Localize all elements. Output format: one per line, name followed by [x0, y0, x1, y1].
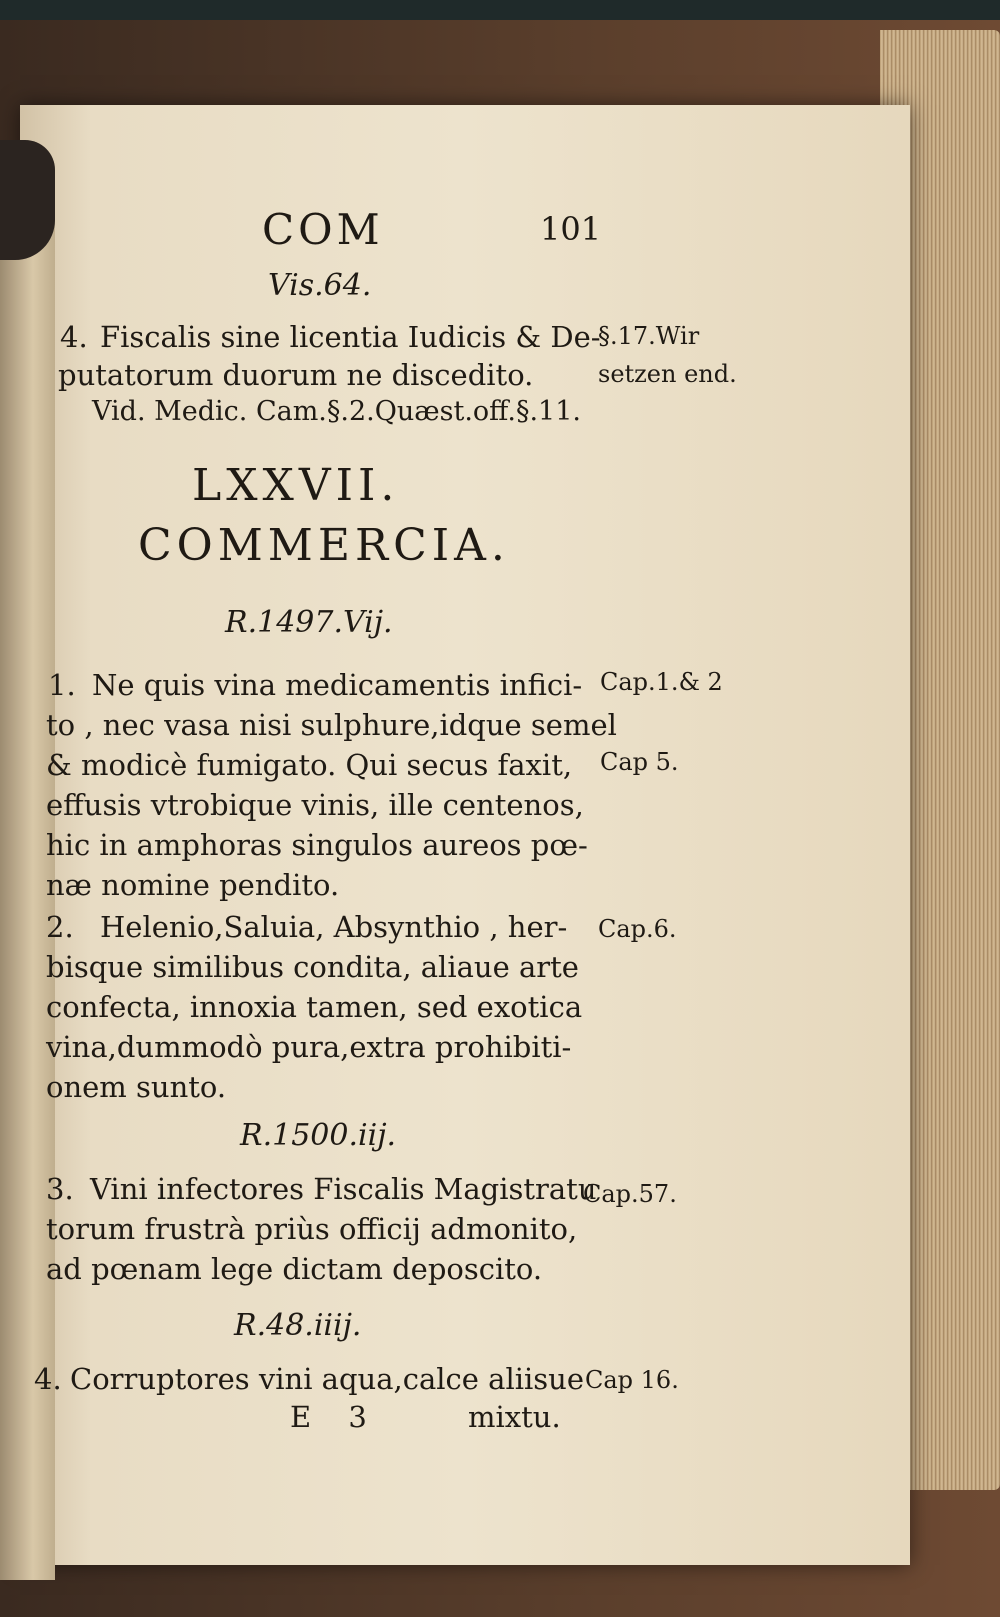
margin-note: setzen end. [598, 360, 737, 388]
margin-note: Cap.1.& 2 [600, 668, 723, 696]
text-line: to , nec vasa nisi sulphure,idque semel [46, 708, 617, 742]
text-line: Vini infectores Fiscalis Magistratu [90, 1172, 597, 1206]
margin-note: Cap.6. [598, 915, 677, 943]
margin-note: Cap 5. [600, 748, 679, 776]
text-line: Ne quis vina medicamentis infici- [92, 668, 583, 702]
paragraph-number: 4. [34, 1362, 62, 1396]
text-line: Fiscalis sine licentia Iudicis & De- [100, 320, 601, 354]
reference: R.1497.Vij. [225, 605, 393, 640]
reference: Vis.64. [268, 268, 372, 303]
text-line: vina,dummodò pura,extra prohibiti- [46, 1030, 572, 1064]
running-head: COM [262, 205, 384, 254]
section-title: COMMERCIA. [138, 520, 510, 571]
reference: R.1500.iij. [240, 1118, 397, 1153]
text-line: Corruptores vini aqua,calce aliisue [70, 1362, 584, 1396]
text-line: & modicè fumigato. Qui secus faxit, [46, 748, 573, 782]
text-line: ad pœnam lege dictam deposcito. [46, 1252, 543, 1286]
page-curl-shadow [0, 140, 55, 260]
text-line: putatorum duorum ne discedito. [58, 358, 534, 392]
signature-mark: E 3 [290, 1400, 381, 1434]
text-line: Vid. Medic. Cam.§.2.Quæst.off.§.11. [92, 396, 581, 427]
text-line: torum frustrà priùs officij admonito, [46, 1212, 578, 1246]
section-numeral: LXXVII. [192, 460, 400, 511]
paragraph-number: 2. [46, 910, 74, 944]
entry-number: 4. [60, 320, 88, 354]
text-line: confecta, innoxia tamen, sed exotica [46, 990, 583, 1024]
margin-note: Cap.57. [583, 1180, 677, 1208]
catchword: mixtu. [468, 1400, 561, 1434]
paragraph-number: 3. [46, 1172, 74, 1206]
text-line: bisque similibus condita, aliaue arte [46, 950, 579, 984]
page-number: 101 [540, 210, 602, 248]
text-line: Helenio,Saluia, Absynthio , her- [100, 910, 568, 944]
margin-note: §.17.Wir [598, 322, 700, 350]
text-line: hic in amphoras singulos aureos pœ- [46, 828, 588, 862]
margin-note: Cap 16. [585, 1366, 679, 1394]
text-line: onem sunto. [46, 1070, 227, 1104]
paragraph-number: 1. [48, 668, 76, 702]
text-line: effusis vtrobique vinis, ille centenos, [46, 788, 584, 822]
reference: R.48.iiij. [234, 1308, 362, 1343]
text-line: næ nomine pendito. [46, 868, 340, 902]
